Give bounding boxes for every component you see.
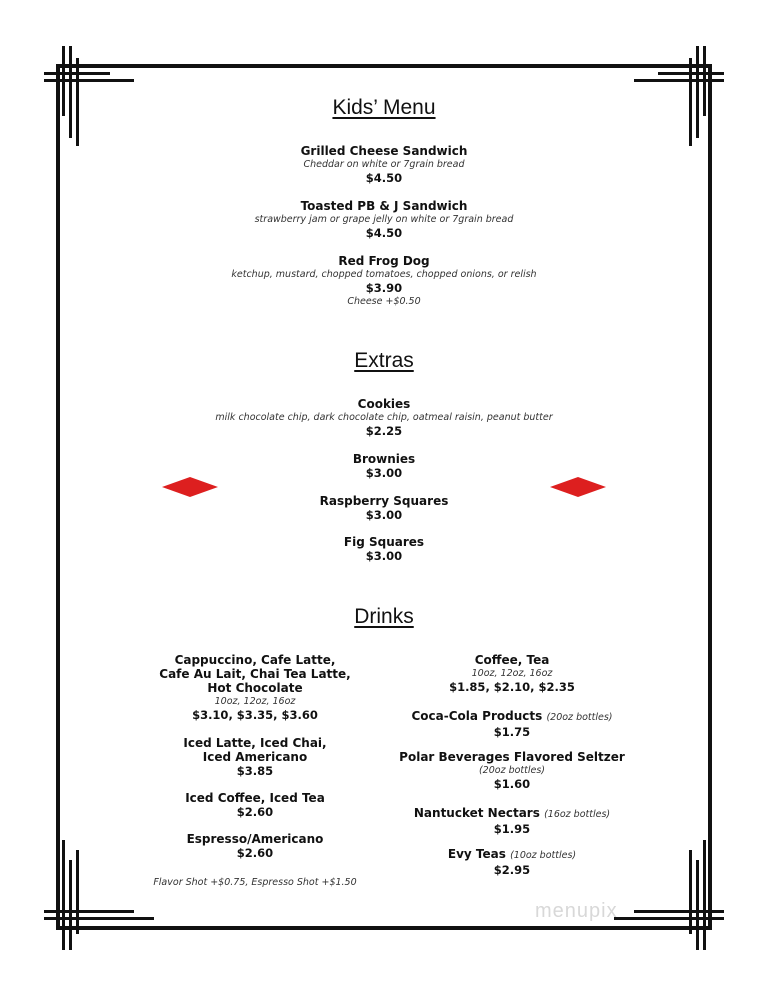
item-price: $3.00: [365, 549, 403, 563]
item-description: strawberry jam or grape jelly on white or 7grain bread: [254, 214, 514, 225]
menupix-watermark: menupix: [535, 900, 618, 922]
menu-item: [0, 199, 768, 240]
item-price: $3.00: [365, 508, 403, 522]
item-price: $2.60: [236, 846, 274, 860]
item-price: $4.50: [365, 171, 403, 185]
item-name: Polar Beverages Flavored Seltzer: [399, 750, 625, 764]
item-name-line: Cappuccino, Cafe Latte,: [174, 653, 336, 667]
item-price: $4.50: [365, 226, 403, 240]
item-name: Coca-Cola Products: [411, 709, 543, 723]
extras-heading: Extras: [354, 349, 414, 372]
item-price: $3.85: [236, 764, 274, 778]
item-sizes: (20oz bottles): [478, 765, 546, 776]
item-price: $2.95: [493, 863, 531, 877]
item-description: Cheddar on white or 7grain bread: [303, 159, 465, 170]
item-name: Coffee, Tea: [474, 653, 550, 667]
menu-item: [0, 452, 768, 480]
item-price: $1.95: [493, 822, 531, 836]
drinks-addon-note: Flavor Shot +$0.75, Espresso Shot +$1.50: [153, 877, 357, 888]
item-price: $2.25: [365, 424, 403, 438]
drink-item: [105, 736, 405, 778]
item-name-line: Cafe Au Lait, Chai Tea Latte,: [159, 667, 351, 681]
item-bottle-note: (10oz bottles): [510, 850, 577, 861]
item-price: $3.90: [365, 281, 403, 295]
item-sizes: 10oz, 12oz, 16oz: [471, 668, 553, 679]
item-name: Fig Squares: [343, 535, 425, 549]
item-description: ketchup, mustard, chopped tomatoes, chopped onions, or relish: [231, 269, 537, 280]
kids-menu-heading: Kids’ Menu: [332, 96, 436, 119]
item-bottle-note: (20oz bottles): [546, 712, 613, 723]
menu-item: [0, 254, 768, 308]
menu-item: [0, 144, 768, 185]
item-name-line: Espresso/Americano: [186, 832, 324, 846]
item-name: Grilled Cheese Sandwich: [300, 144, 468, 158]
item-name: Nantucket Nectars: [413, 806, 540, 820]
drink-item: [105, 653, 405, 722]
drinks-heading: Drinks: [354, 605, 414, 628]
item-sizes: 10oz, 12oz, 16oz: [214, 696, 296, 707]
item-name: Raspberry Squares: [319, 494, 449, 508]
item-name-line: Iced Latte, Iced Chai,: [183, 736, 327, 750]
item-name: Toasted PB & J Sandwich: [300, 199, 468, 213]
item-name-line: Iced Coffee, Iced Tea: [185, 791, 325, 805]
item-name-line: Hot Chocolate: [207, 681, 303, 695]
drink-item: [362, 709, 662, 739]
item-price: $3.10, $3.35, $3.60: [192, 708, 318, 722]
drink-item: [362, 750, 662, 791]
item-name: Brownies: [352, 452, 416, 466]
item-price: $2.60: [236, 805, 274, 819]
menu-item: [0, 397, 768, 438]
item-price: $1.60: [493, 777, 531, 791]
menu-item: [0, 494, 768, 522]
item-name: Cookies: [357, 397, 411, 411]
drink-item: [362, 847, 662, 877]
item-price: $1.75: [493, 725, 531, 739]
drink-item: [362, 806, 662, 836]
item-name-line: Iced Americano: [202, 750, 308, 764]
item-note: Cheese +$0.50: [347, 296, 421, 307]
item-bottle-note: (16oz bottles): [544, 809, 611, 820]
item-price: $1.85, $2.10, $2.35: [449, 680, 575, 694]
drink-item: [105, 791, 405, 819]
item-description: milk chocolate chip, dark chocolate chip, oatmeal raisin, peanut butter: [215, 412, 553, 423]
item-name: Red Frog Dog: [338, 254, 430, 268]
item-price: $3.00: [365, 466, 403, 480]
drink-item: [105, 832, 405, 860]
drink-item: [362, 653, 662, 694]
menu-item: [0, 535, 768, 563]
item-name: Evy Teas: [447, 847, 506, 861]
